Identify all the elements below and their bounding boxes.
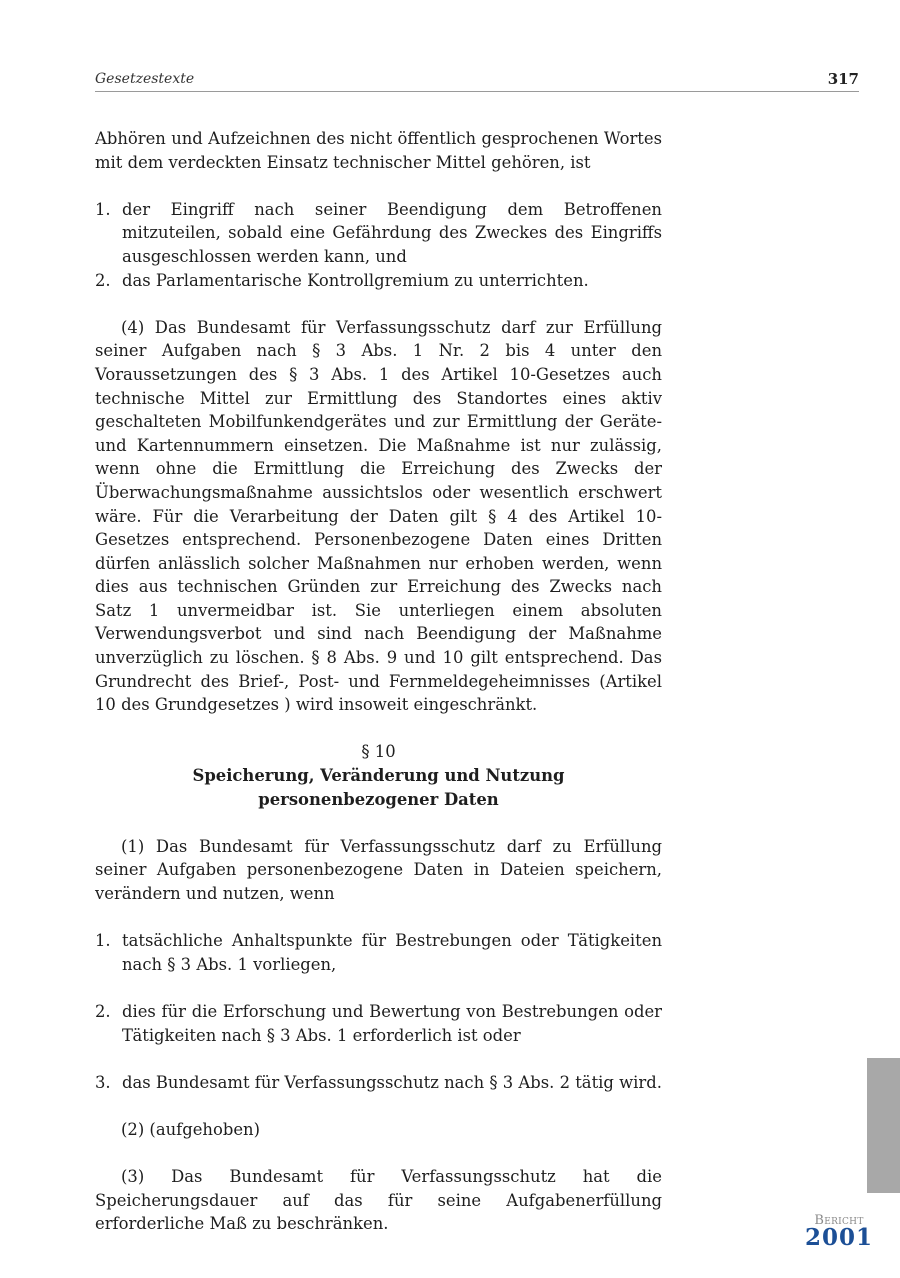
list-item: [95, 1071, 662, 1095]
list-item-text: dies für die Erforschung und Bewertung von Bestrebungen oder Tätigkeiten nach § 3 Abs. 1 erforderlich ist oder: [122, 1001, 662, 1045]
paragraph-4: (4) Das Bundesamt für Verfassungsschutz darf zur Erfüllung seiner Aufgaben nach § 3 Abs. 1 Nr. 2 bis 4 unter den Voraussetzungen des § 3 Abs. 1 des Artikel 10-Gesetzes auch technische Mittel zur Ermittlung des Standortes eines aktiv geschalteten Mobilfunkendgerätes und zur Ermittlung der Geräte- und Kartennummern einsetzen. Die Maßnahme ist nur zulässig, wenn ohne die Ermittlung die Erreichung des Zwecks der Überwachungsmaßnahme aussichtslos oder wesentlich erschwert wäre. Für die Verarbeitung der Daten gilt § 4 des Artikel 10-Gesetzes entsprechend. Personenbezogene Daten eines Dritten dürfen anlässlich solcher Maßnahmen nur erhoben werden, wenn dies aus technischen Gründen zur Erreichung des Zwecks nach Satz 1 unvermeidbar ist. Sie unterliegen einem absoluten Verwendungsverbot und sind nach Beendigung der Maßnahme unverzüglich zu löschen. § 8 Abs. 9 und 10 gilt entsprechend. Das Grundrecht des Brief-, Post- und Fernmeldegeheimnisses (Artikel 10 des Grundgesetzes ) wird insoweit eingeschränkt.: [95, 317, 662, 715]
logo-word: Bericht: [814, 1213, 864, 1228]
list-item-text: der Eingriff nach seiner Beendigung dem Betroffenen mitzuteilen, sobald eine Gefährdung des Zweckes des Eingriffs ausgeschlossen werden kann, und: [122, 199, 662, 266]
report-logo: [802, 1214, 876, 1249]
list-item: [95, 929, 662, 976]
chapter-thumb-tab: [867, 1058, 900, 1193]
section-paragraph-2: (2) (aufgehoben): [121, 1119, 260, 1139]
section-title-line-1: Speicherung, Veränderung und Nutzung: [192, 766, 565, 786]
logo-year: 2001: [804, 1224, 873, 1251]
intro-paragraph: Abhören und Aufzeichnen des nicht öffentlich gesprochenen Wortes mit dem verdeckten Einsatz technischer Mittel gehören, ist: [95, 129, 662, 172]
running-header: [95, 70, 859, 92]
page-body: [95, 127, 662, 1236]
section-paragraph-3: (3) Das Bundesamt für Verfassungsschutz hat die Speicherungsdauer auf das für seine Aufgabenerfüllung erforderliche Maß zu beschränken.: [95, 1167, 662, 1234]
list-storage-conditions: [95, 929, 662, 1094]
list-item-number: 1.: [95, 931, 111, 951]
header-section-title: Gesetzestexte: [95, 71, 195, 87]
list-item-text: das Parlamentarische Kontrollgremium zu unterrichten.: [122, 270, 589, 290]
list-item-number: 2.: [95, 270, 111, 290]
list-item-number: 1.: [95, 199, 111, 219]
section-number: § 10: [361, 742, 396, 762]
section-heading: [95, 740, 662, 811]
list-item-text: tatsächliche Anhaltspunkte für Bestrebungen oder Tätigkeiten nach § 3 Abs. 1 vorliegen,: [122, 931, 662, 974]
list-notification-duties: [95, 198, 662, 292]
list-item-text: das Bundesamt für Verfassungsschutz nach § 3 Abs. 2 tätig wird.: [122, 1072, 662, 1092]
list-item-number: 2.: [95, 1001, 111, 1021]
section-paragraph-1: (1) Das Bundesamt für Verfassungsschutz darf zu Erfüllung seiner Aufgaben personenbezogene Daten in Dateien speichern, verändern und nutzen, wenn: [95, 836, 662, 903]
section-title-line-2: personenbezogener Daten: [258, 789, 499, 809]
list-item: [95, 269, 662, 293]
list-item: [95, 1000, 662, 1047]
list-item-number: 3.: [95, 1072, 111, 1092]
list-item: [95, 198, 662, 269]
page-number: 317: [827, 70, 859, 88]
